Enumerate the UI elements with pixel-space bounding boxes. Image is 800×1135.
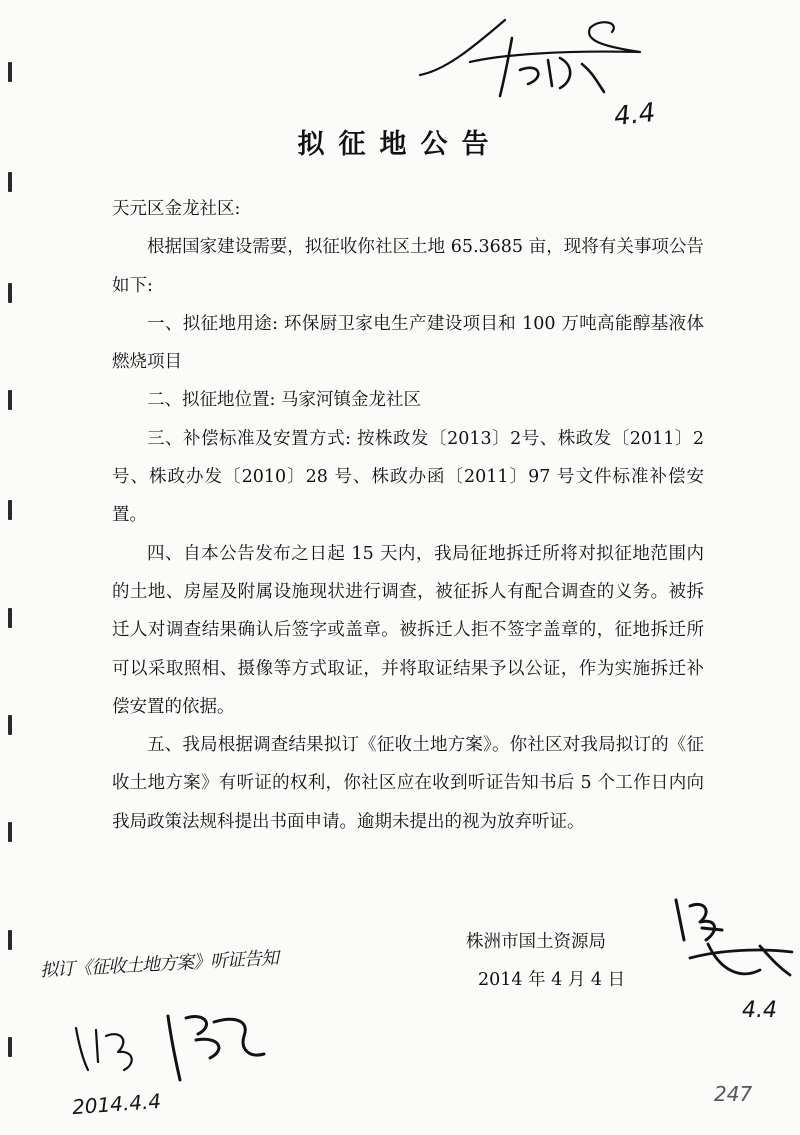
paragraph-location: 二、拟征地位置: 马家河镇金龙社区: [147, 390, 421, 411]
paragraph-hearing: 五、我局根据调查结果拟订《征收土地方案》。你社区对我局拟订的《征收土地方案》有听证的权利，你社区应在收到听证告知书后 5 个工作日内向我局政策法规科提出书面申请。逾期未提出的视为放弃听证。: [112, 735, 704, 832]
page-number: 247: [714, 1082, 753, 1106]
addressee: 天元区金龙社区:: [112, 199, 241, 219]
issuer-name: 株洲市国土资源局: [466, 932, 606, 952]
handwritten-date-top: 4.4: [612, 97, 657, 133]
handwritten-date-right: 4.4: [742, 998, 777, 1023]
handwritten-date-left: 2014.4.4: [71, 1088, 162, 1120]
paragraph-purpose: 一、拟征地用途: 环保厨卫家电生产建设项目和 100 万吨高能醇基液体燃烧项目: [112, 313, 704, 373]
paragraph-survey: 四、自本公告发布之日起 15 天内，我局征地拆迁所将对拟征地范围内的土地、房屋及附属设施现状进行调查，被征拆人有配合调查的义务。被拆迁人对调查结果确认后签字或盖章。被拆迁人拒不签字盖章的，征地拆迁所可以采取照相、摄像等方式取证，并将取证结果予以公证，作为实施拆迁补偿安置的依据。: [112, 543, 704, 717]
paragraph-compensation: 三、补偿标准及安置方式: 按株政发〔2013〕2号、株政发〔2011〕2 号、株政办发〔2010〕28 号、株政办函〔2011〕97 号文件标准补偿安置。: [112, 428, 704, 526]
handwritten-note: 拟订《征收土地方案》听证告知: [39, 947, 279, 982]
paragraph-intro: 根据国家建设需要，拟征收你社区土地 65.3685 亩，现将有关事项公告如下:: [112, 237, 704, 296]
document-title: 拟征地公告: [297, 129, 503, 160]
issue-date: 2014 年 4 月 4 日: [478, 970, 626, 990]
